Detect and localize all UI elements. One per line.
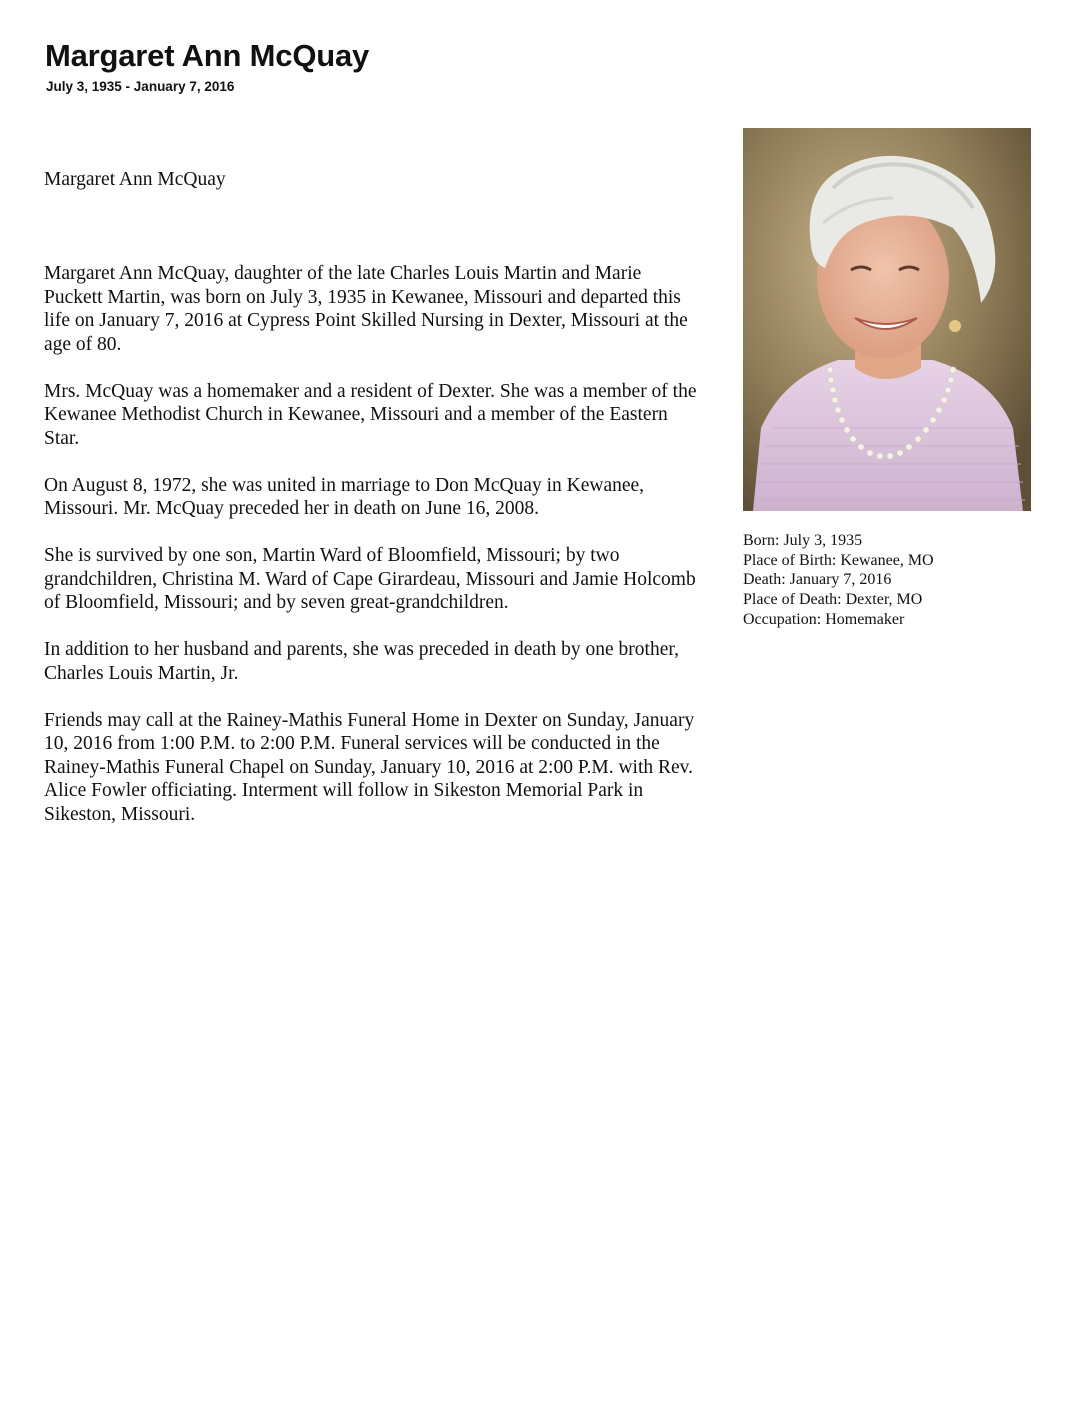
obituary-paragraph: She is survived by one son, Martin Ward of Bloomfield, Missouri; by two grandchildren, Christina M. Ward of Cape Girardeau, Missouri and Jamie Holcomb of Bloomfield, Missouri; and by seven great-grandchildren. (44, 545, 696, 613)
obituary-paragraph: On August 8, 1972, she was united in marriage to Don McQuay in Kewanee, Missouri. Mr. McQuay preceded her in death on June 16, 2008. (44, 474, 645, 519)
portrait-photo (743, 128, 1031, 511)
obituary-text (44, 168, 704, 850)
death-fact: Death: January 7, 2016 (743, 571, 892, 589)
life-dates: July 3, 1935 - January 7, 2016 (46, 79, 235, 94)
obituary-lead: Margaret Ann McQuay (44, 169, 226, 190)
born-fact: Born: July 3, 1935 (743, 532, 863, 549)
place-of-birth-fact: Place of Birth: Kewanee, MO (743, 551, 934, 569)
portrait-illustration (743, 128, 1031, 511)
obituary-paragraph: Mrs. McQuay was a homemaker and a resident of Dexter. She was a member of the Kewanee Methodist Church in Kewanee, Missouri and a member of the Eastern Star. (44, 380, 697, 449)
page-title: Margaret Ann McQuay (45, 38, 370, 73)
obituary-paragraph: In addition to her husband and parents, she was preceded in death by one brother, Charles Louis Martin, Jr. (44, 639, 679, 684)
occupation-fact: Occupation: Homemaker (743, 610, 905, 628)
obituary-paragraph: Friends may call at the Rainey-Mathis Funeral Home in Dexter on Sunday, January 10, 2016 from 1:00 P.M. to 2:00 P.M. Funeral services will be conducted in the Rainey-Mathis Funeral Chapel on Sunday, January 10, 2016 at 2:00 P.M. with Rev. Alice Fowler officiating. Interment will follow in Sikeston Memorial Park in Sikeston, Missouri. (44, 709, 695, 825)
obituary-paragraph: Margaret Ann McQuay, daughter of the late Charles Louis Martin and Marie Puckett Martin, was born on July 3, 1935 in Kewanee, Missouri and departed this life on January 7, 2016 at Cypress Point Skilled Nursing in Dexter, Missouri at the age of 80. (44, 263, 688, 355)
place-of-death-fact: Place of Death: Dexter, MO (743, 591, 923, 609)
vital-facts (743, 531, 1073, 630)
